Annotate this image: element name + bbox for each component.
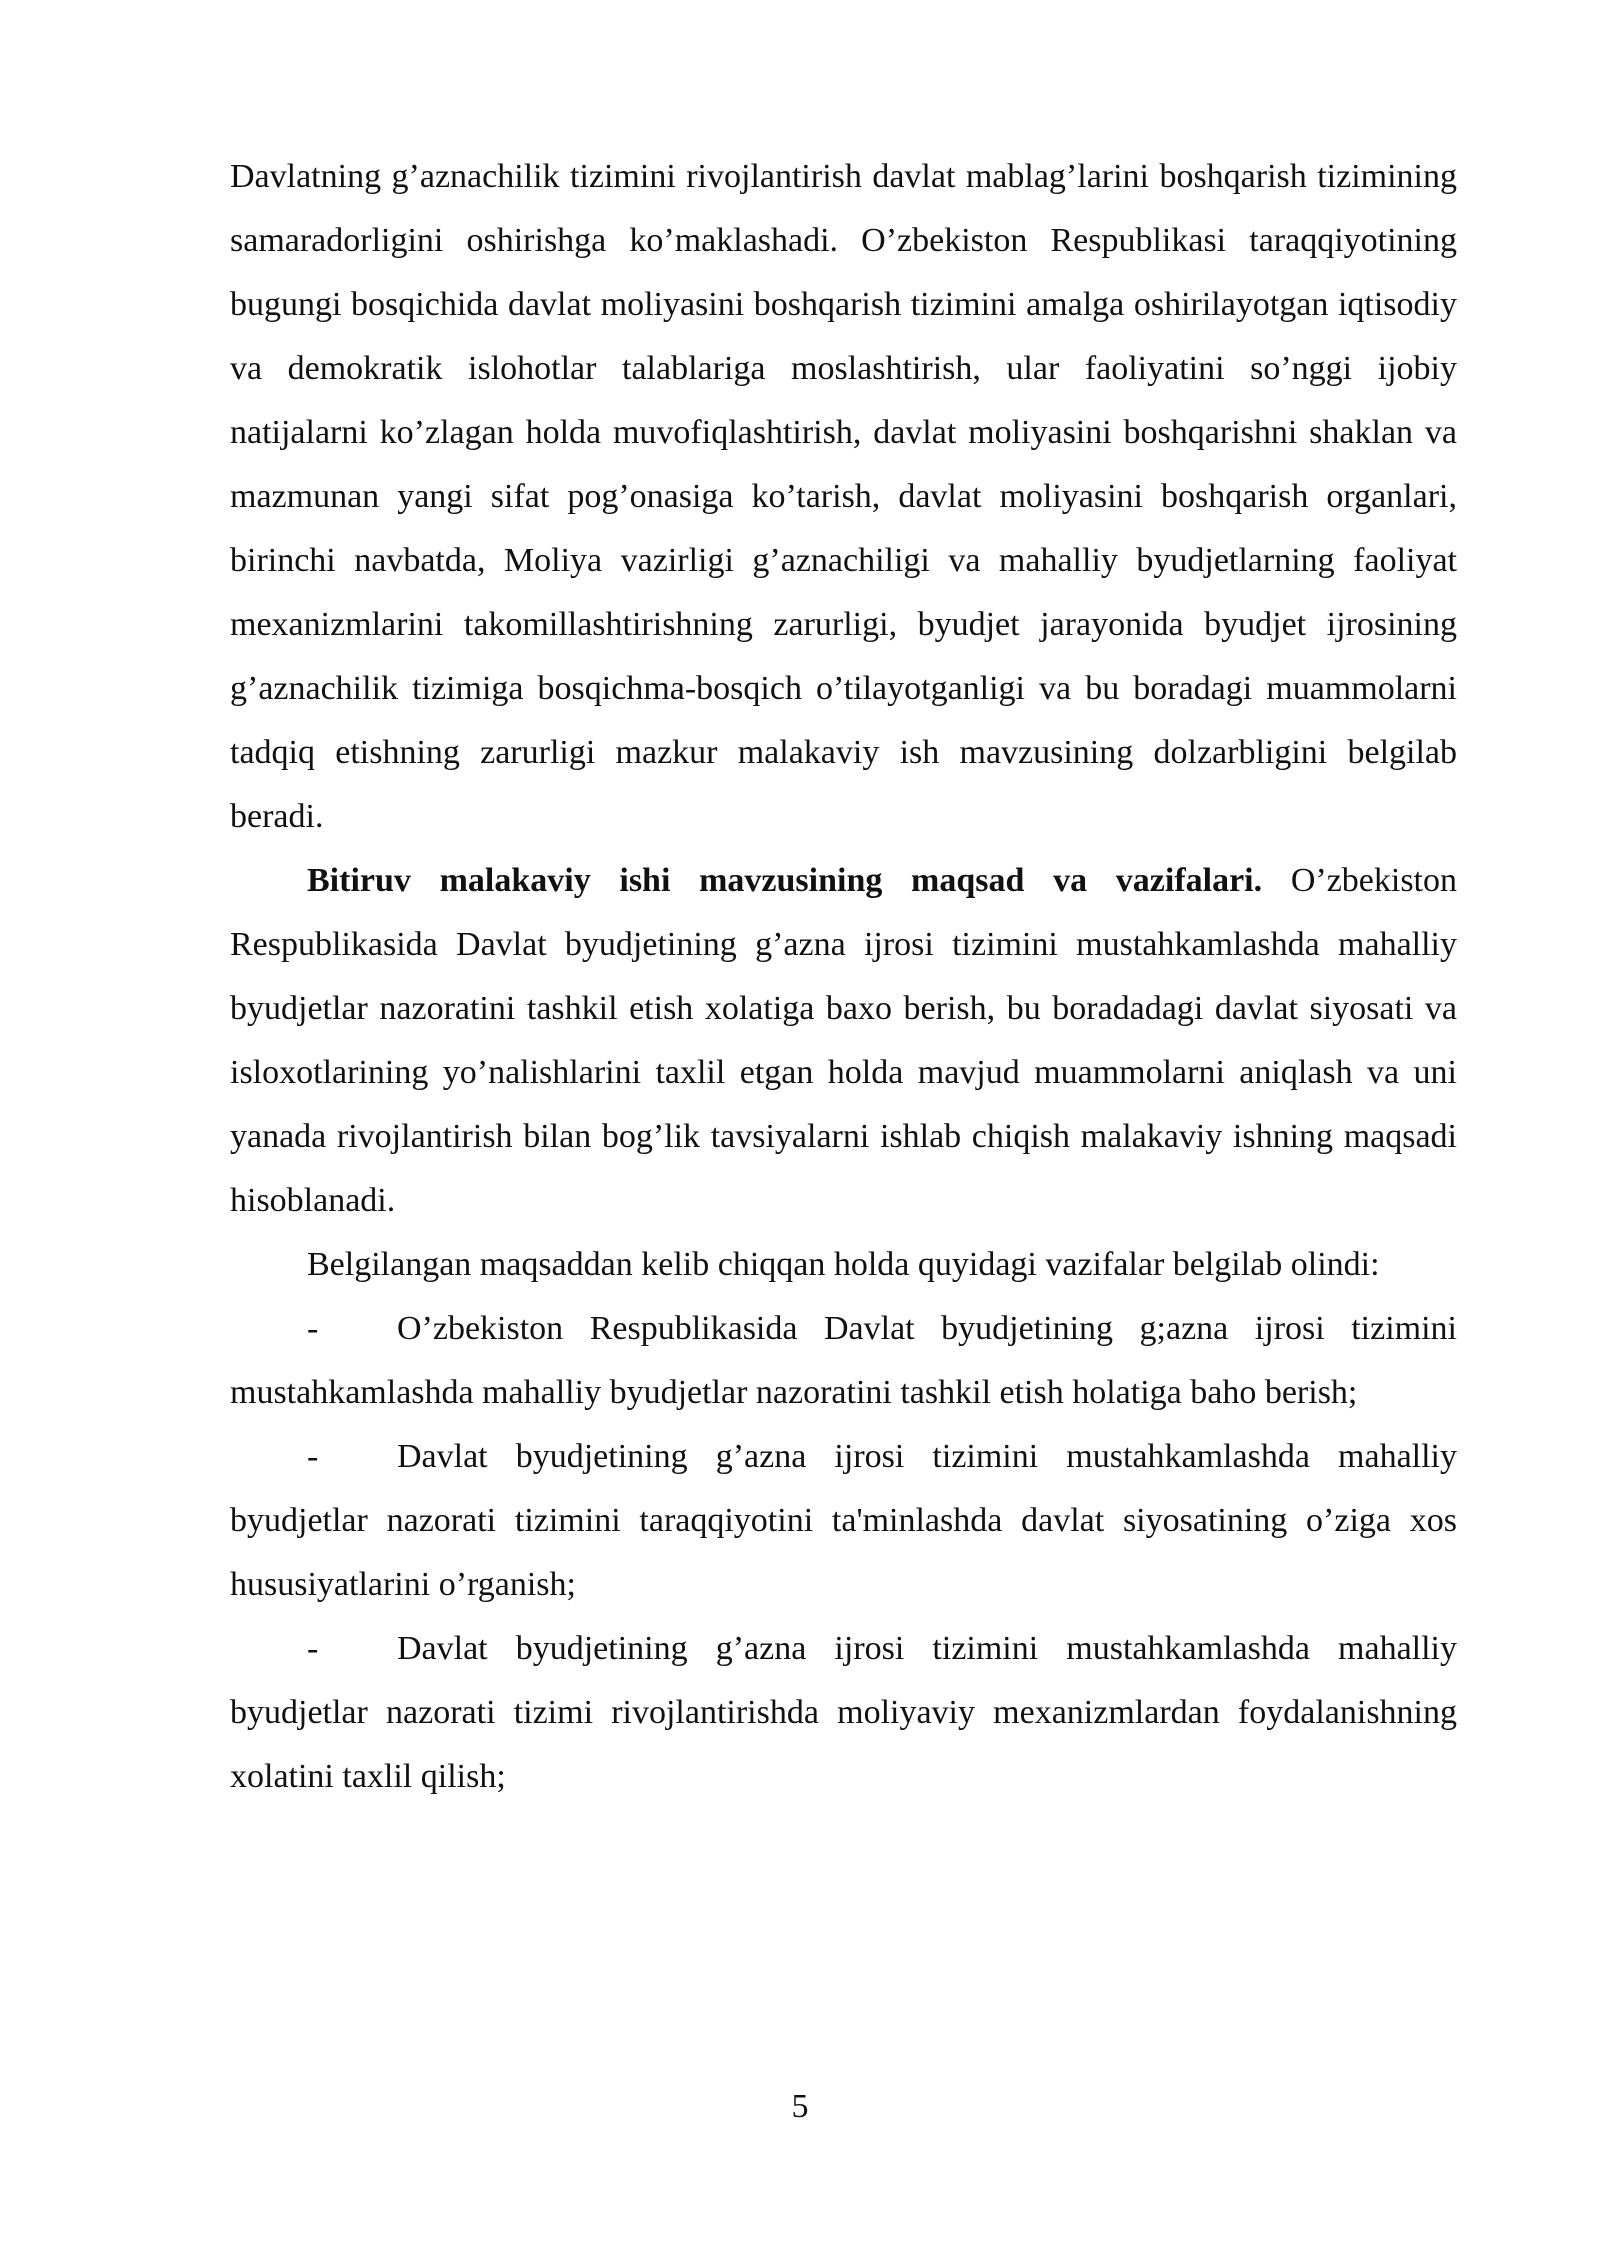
list-item-text: Davlat byudjetining g’azna ijrosi tizimini mustahkamlashda mahalliy byudjetlar nazorati tizimini taraqqiyotini ta'minlashda davlat siyosatining o’ziga xos hususiyatlarini o’rganish; <box>230 1438 1457 1603</box>
section-heading: Bitiruv malakaviy ishi mavzusining maqsad va vazifalari. <box>307 862 1263 899</box>
list-item <box>230 1297 1457 1425</box>
list-item <box>230 1425 1457 1617</box>
page-number: 5 <box>791 2088 809 2125</box>
list-dash: - <box>307 1630 319 1667</box>
list-item-text: Davlat byudjetining g’azna ijrosi tizimini mustahkamlashda mahalliy byudjetlar nazorati tizimi rivojlantirishda moliyaviy mexanizmlardan foydalanishning xolatini taxlil qilish; <box>230 1630 1457 1795</box>
paragraph-goals-text: O’zbekiston Respublikasida Davlat byudjetining g’azna ijrosi tizimini mustahkamlashda mahalliy byudjetlar nazoratini tashkil etish xolatiga baxo berish, bu boradadagi davlat siyosati va isloxotlarining yo’nalishlarini taxlil etgan holda mavjud muammolarni aniqlash va uni yanada rivojlantirish bilan bog’lik tavsiyalarni ishlab chiqish malakaviy ishning maqsadi hisoblanadi. <box>230 862 1458 1219</box>
list-item <box>230 1617 1457 1809</box>
document-body <box>230 145 1457 1809</box>
paragraph-intro: Davlatning g’aznachilik tizimini rivojlantirish davlat mablag’larini boshqarish tizimining samaradorligini oshirishga ko’maklashadi. O’zbekiston Respublikasi taraqqiyotining bugungi bosqichida davlat moliyasini boshqarish tizimini amalga oshirilayotgan iqtisodiy va demokratik islohotlar talablariga moslashtirish, ular faoliyatini so’nggi ijobiy natijalarni ko’zlagan holda muvofiqlashtirish, davlat moliyasini boshqarishni shaklan va mazmunan yangi sifat pog’onasiga ko’tarish, davlat moliyasini boshqarish organlari, birinchi navbatda, Moliya vazirligi g’aznachiligi va mahalliy byudjetlarning faoliyat mexanizmlarini takomillashtirishning zarurligi, byudjet jarayonida byudjet ijrosining g’aznachilik tizimiga bosqichma-bosqich o’tilayotganligi va bu boradagi muammolarni tadqiq etishning zarurligi mazkur malakaviy ish mavzusining dolzarbligini belgilab beradi. <box>230 158 1457 835</box>
paragraph-tasks-intro: Belgilangan maqsaddan kelib chiqqan holda quyidagi vazifalar belgilab olindi: <box>307 1246 1380 1283</box>
list-dash: - <box>307 1438 319 1475</box>
list-dash: - <box>307 1310 319 1347</box>
paragraph-goals <box>230 849 1457 1233</box>
list-item-text: O’zbekiston Respublikasida Davlat byudjetining g;azna ijrosi tizimini mustahkamlashda mahalliy byudjetlar nazoratini tashkil etish holatiga baho berish; <box>230 1310 1457 1411</box>
